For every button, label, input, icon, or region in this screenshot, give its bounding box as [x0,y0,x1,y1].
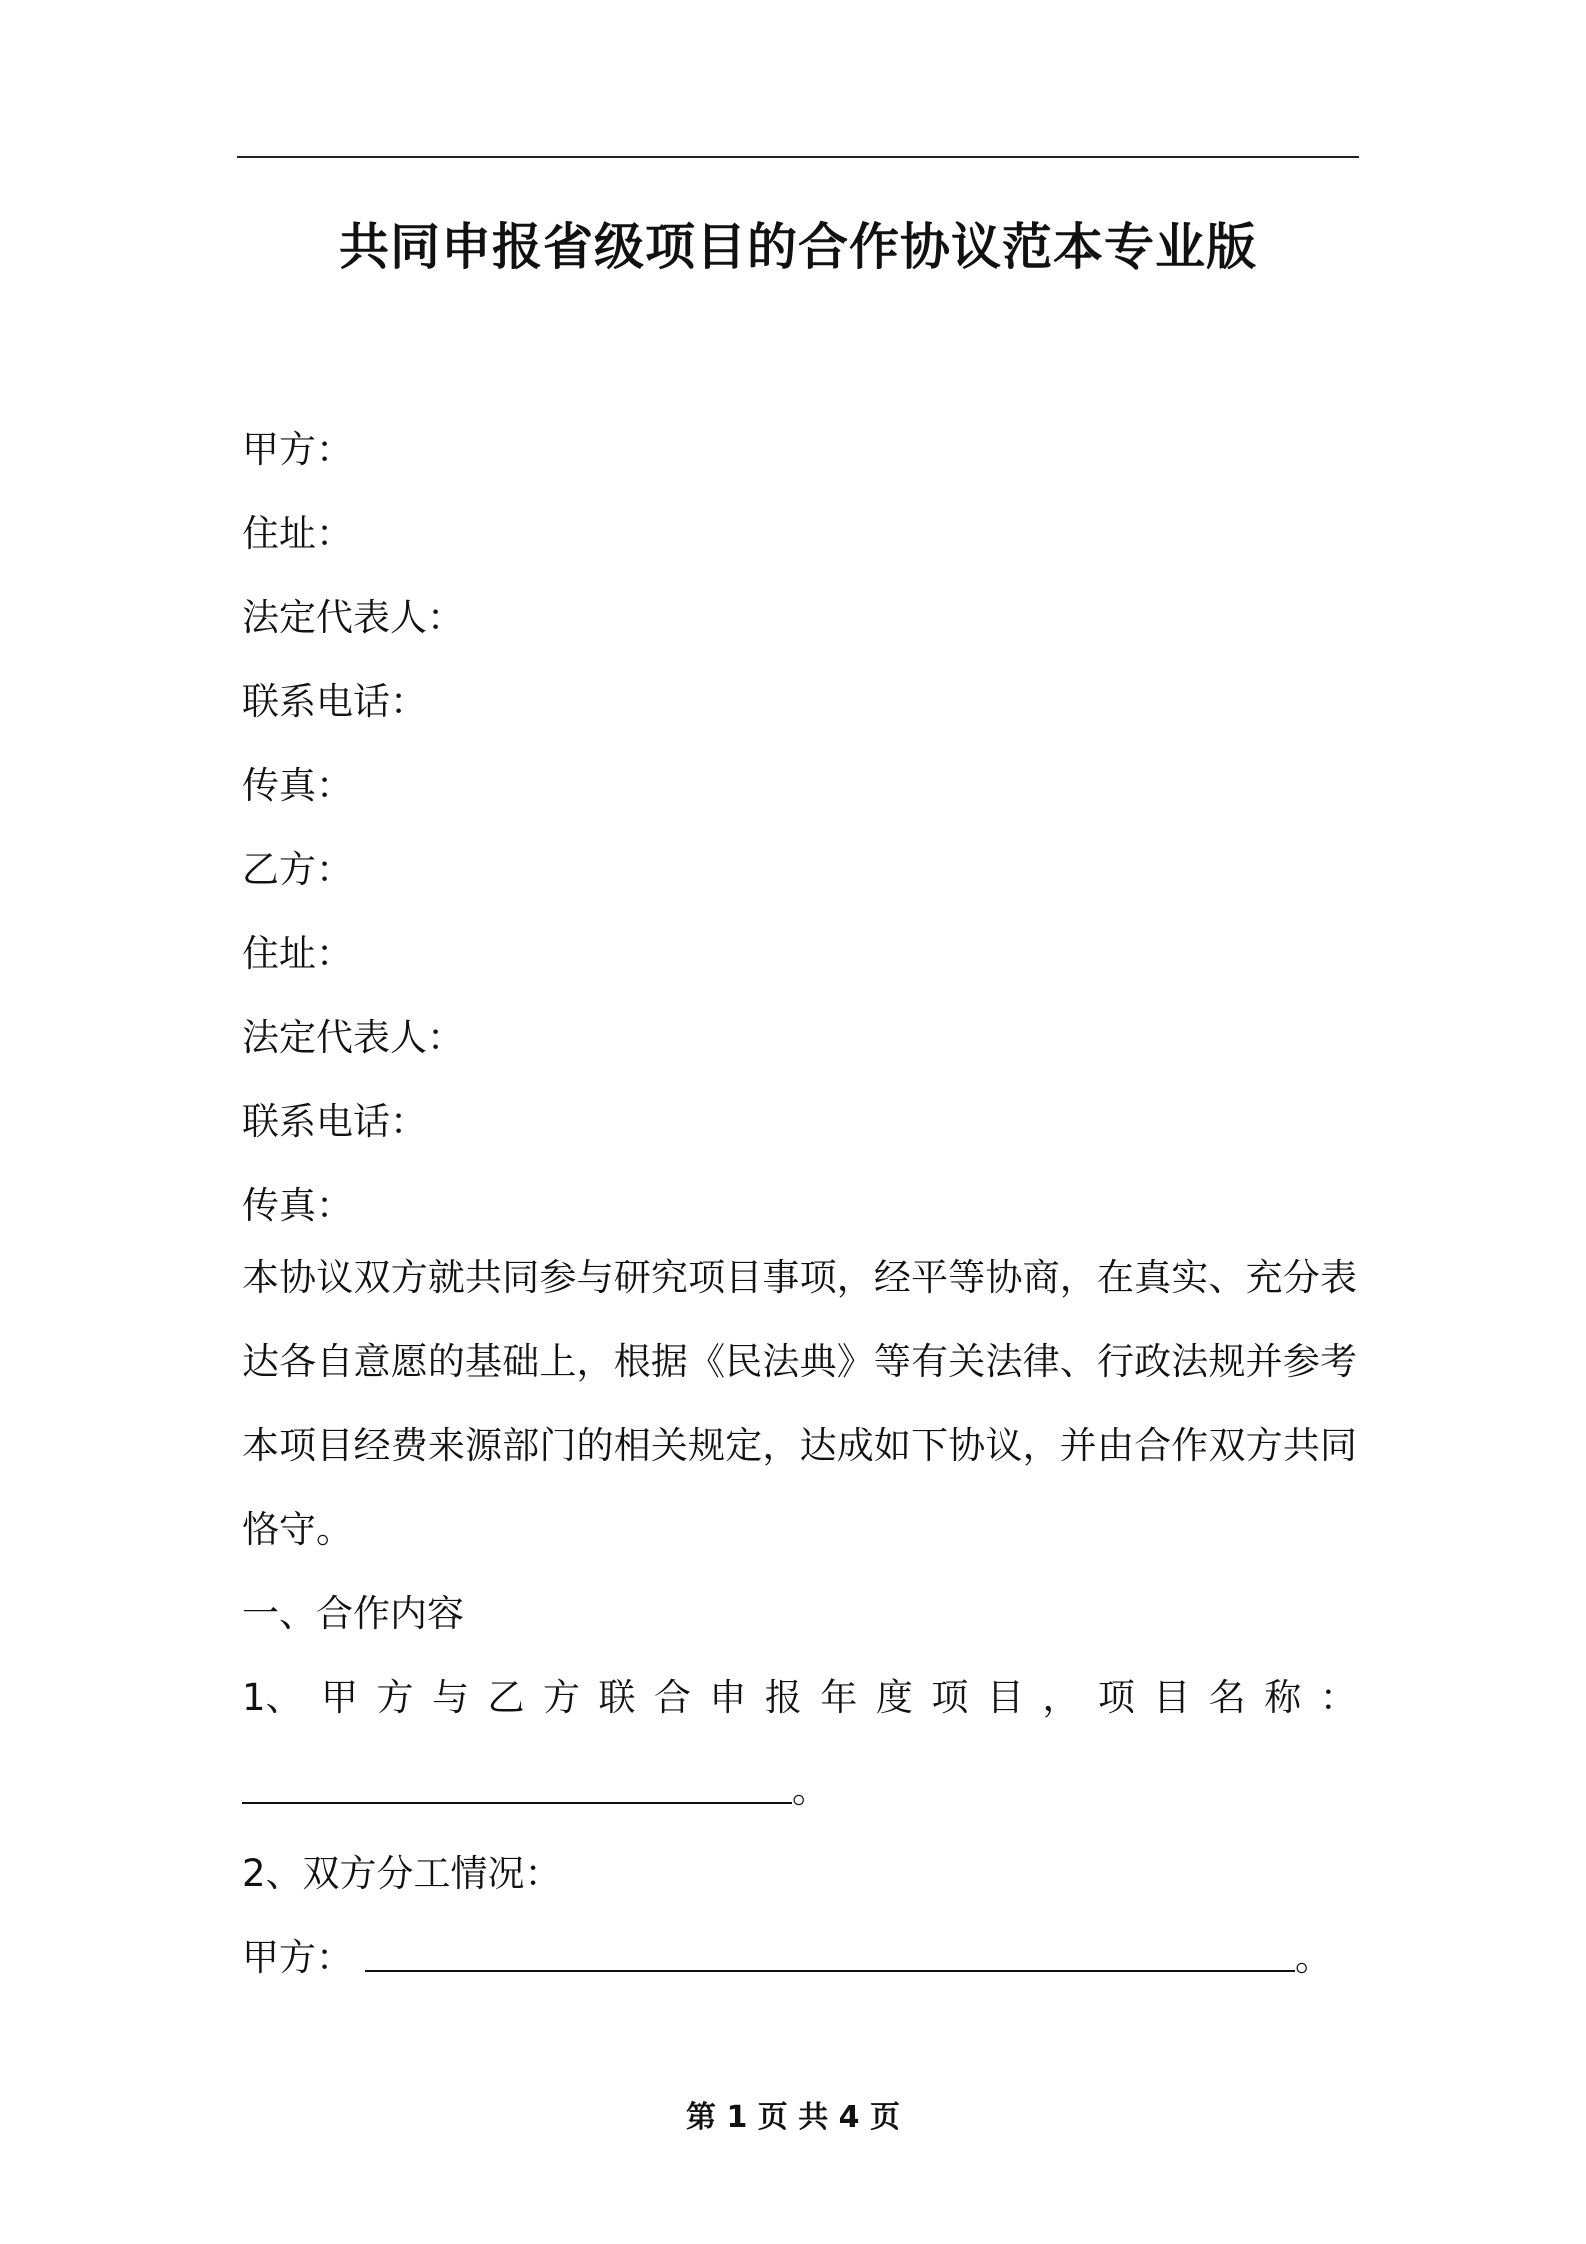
field-legal-rep-b: 法定代表人： [242,1016,464,1059]
clause-1-char: 称 [1264,1676,1302,1719]
clause-1-char: 1、 [242,1676,303,1719]
section-heading-cooperation: 一、合作内容 [242,1592,464,1635]
field-legal-rep-a: 法定代表人： [242,596,464,639]
clause-1-char: 名 [1208,1676,1246,1719]
clause-1-char: 合 [653,1676,691,1719]
clause-1-char: 目 [1153,1676,1191,1719]
field-party-a: 甲方： [242,428,353,471]
party-a-duty-period: 。 [1295,1936,1332,1979]
clause-1-period: 。 [792,1768,829,1811]
clause-2-text: 2、双方分工情况： [242,1852,562,1895]
field-phone-b: 联系电话： [242,1100,427,1143]
field-address-a: 住址： [242,512,353,555]
field-address-b: 住址： [242,932,353,975]
field-party-b: 乙方： [242,848,353,891]
clause-1-char: 目 [986,1676,1024,1719]
header-rule [237,156,1359,158]
party-fields [242,408,464,1248]
party-a-duty-blank [365,1970,1295,1972]
clause-1-char: 度 [875,1676,913,1719]
clause-1-char: 方 [542,1676,580,1719]
clause-1-text [242,1656,1357,1740]
clause-1-char: ， [1042,1676,1080,1719]
clause-1-char: 项 [1097,1676,1135,1719]
clause-1-char: ： [1319,1676,1357,1719]
document-title: 共同申报省级项目的合作协议范本专业版 [339,218,1257,276]
clause-1-char: 与 [432,1676,469,1719]
clause-1-char: 甲 [321,1676,359,1719]
page-number: 第 1 页 共 4 页 [686,2100,900,2135]
clause-1-char: 联 [598,1676,636,1719]
party-a-duty-line [242,1916,1332,2000]
clause-1-char: 方 [376,1676,414,1719]
clause-1-char: 报 [764,1676,802,1719]
clause-1-char: 乙 [487,1676,525,1719]
clause-1-char: 项 [931,1676,969,1719]
clause-1-char: 申 [709,1676,747,1719]
field-fax-b: 传真： [242,1184,353,1227]
field-fax-a: 传真： [242,764,353,807]
clause-1-char: 年 [820,1676,858,1719]
party-a-duty-label: 甲方： [242,1936,353,1979]
intro-paragraph: 本协议双方就共同参与研究项目事项，经平等协商，在真实、充分表达各自意愿的基础上，根据《民法典》等有关法律、行政法规并参考本项目经费来源部门的相关规定，达成如下协议，并由合作双方共同恪守。 [242,1256,1357,1551]
clause-1-blank [242,1748,829,1832]
project-name-blank [242,1802,792,1804]
field-phone-a: 联系电话： [242,680,427,723]
